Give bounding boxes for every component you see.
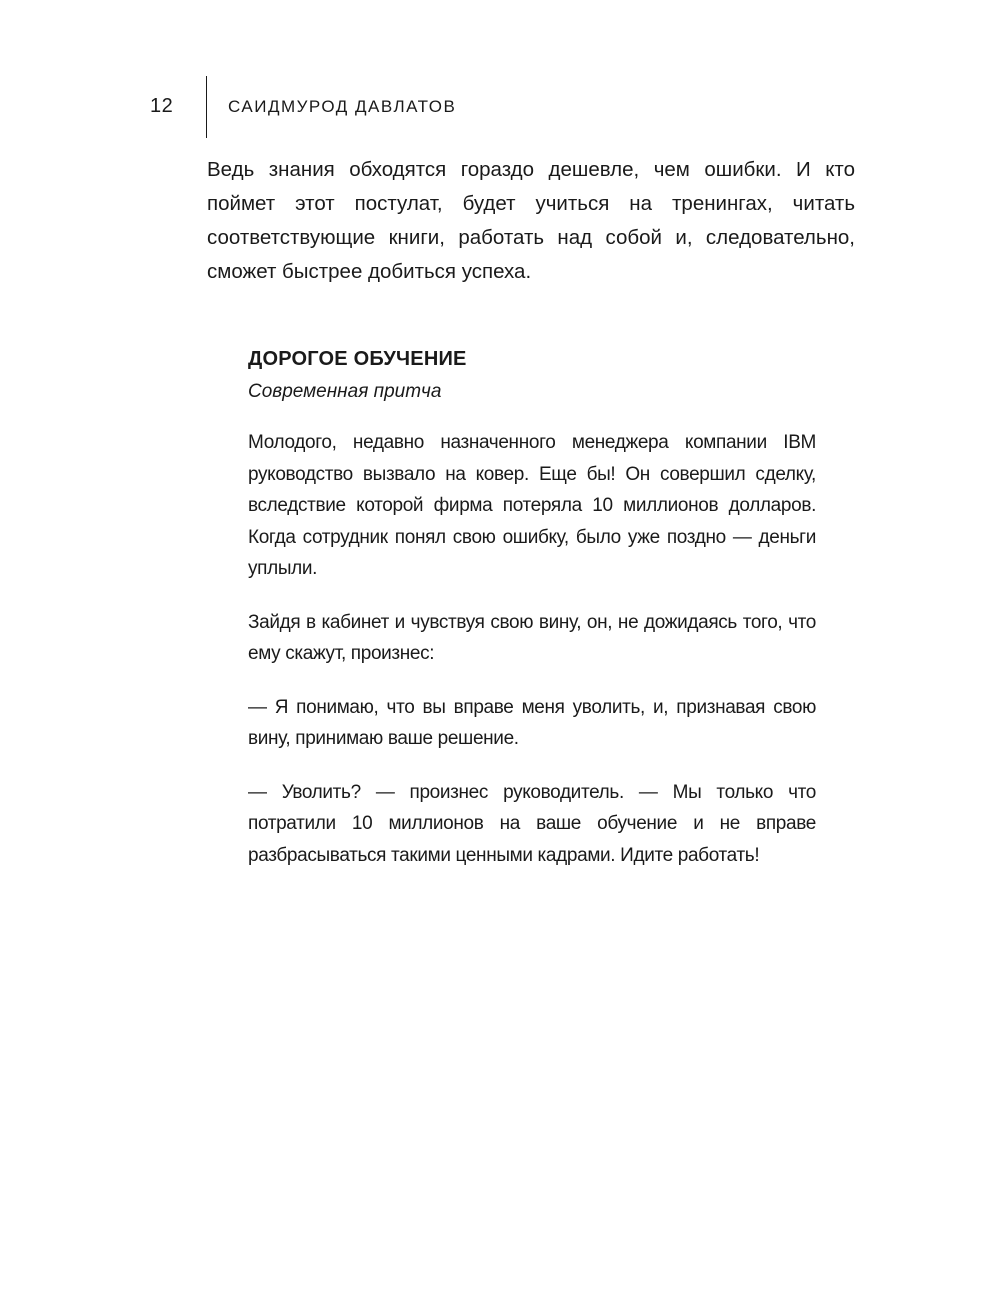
header-divider — [206, 76, 207, 138]
parable-paragraph: — Уволить? — произнес руководитель. — Мы только что потратили 10 миллионов на ваше обучение и не вправе разбрасываться такими ценными кадрами. Идите работать! — [248, 781, 816, 866]
section-subtitle: Современная притча — [248, 381, 442, 402]
parable-section — [248, 345, 816, 871]
intro-paragraph: Ведь знания обходятся гораздо дешевле, чем ошибки. И кто поймет этот постулат, будет учиться на тренингах, читать соответствующие книги, работать над собой и, следовательно, сможет быстрее добиться успеха. — [207, 158, 855, 283]
section-title: ДОРОГОЕ ОБУЧЕНИЕ — [248, 348, 467, 370]
page-number: 12 — [150, 95, 174, 117]
parable-paragraph: — Я понимаю, что вы вправе меня уволить, и, признавая свою вину, принимаю ваше решение. — [248, 696, 816, 749]
running-head-author: САИДМУРОД ДАВЛАТОВ — [228, 97, 457, 116]
parable-paragraph: Зайдя в кабинет и чувствуя свою вину, он, не дожидаясь того, что ему скажут, произнес: — [248, 611, 816, 664]
parable-paragraph: Молодого, недавно назначенного менеджера компании IBM руководство вызвало на ковер. Еще бы! Он совершил сделку, вследствие которой фирма потеряла 10 миллионов долларов. Когда сотрудник понял свою ошибку, было уже поздно — деньги уплыли. — [248, 432, 816, 579]
